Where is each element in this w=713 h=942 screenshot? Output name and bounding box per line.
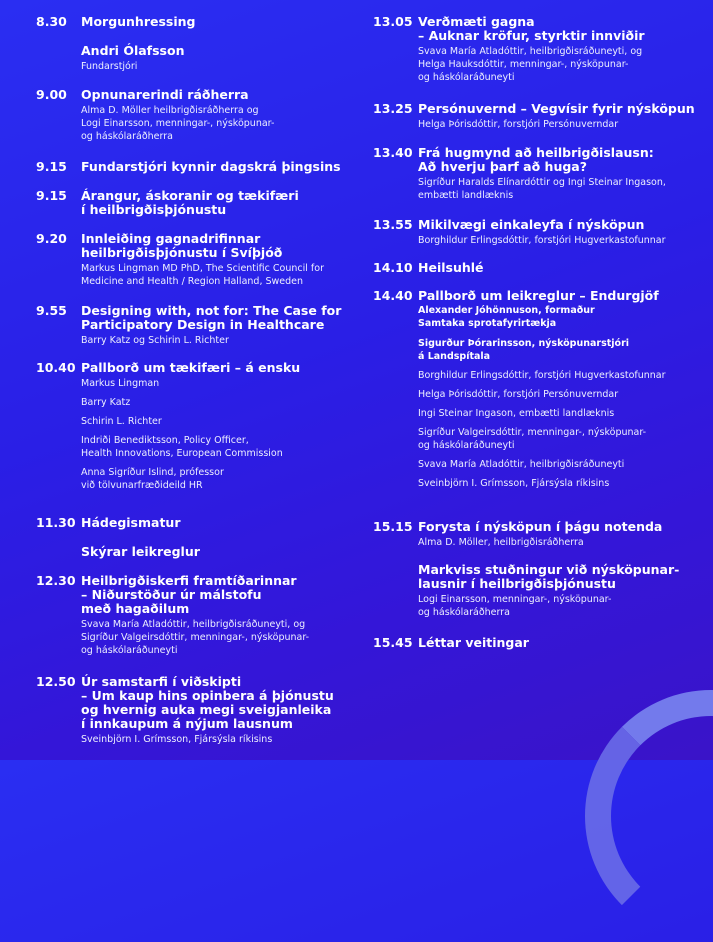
panelist-line: Anna Sigríður Islind, prófessor	[81, 467, 224, 478]
title-line: – Niðurstöður úr málstofu	[81, 587, 262, 602]
agenda-speaker: Helga Þórisdóttir, forstjóri Persónuverndar	[418, 119, 619, 130]
title-line: Innleiðing gagnadrifinnar	[81, 231, 261, 246]
speaker-line: og háskólaráðuneyti	[418, 72, 515, 83]
agenda-time: 15.45	[373, 635, 413, 650]
agenda-title	[81, 232, 356, 260]
agenda-speaker	[81, 618, 356, 657]
title-line: Designing with, not for: The Case for	[81, 303, 342, 318]
agenda-title: Persónuvernd – Vegvísir fyrir nýsköpun	[418, 101, 695, 116]
agenda-time: 9.20	[36, 231, 67, 246]
title-line: – Auknar kröfur, styrktir innviðir	[418, 28, 645, 43]
agenda-time: 9.00	[36, 87, 67, 102]
title-line: og hvernig auka megi sveigjanleika	[81, 702, 332, 717]
agenda-title: Pallborð um tækifæri – á ensku	[81, 360, 301, 375]
speaker-line: embætti landlæknis	[418, 190, 514, 201]
agenda-title	[418, 146, 713, 174]
agenda-time: 12.30	[36, 573, 76, 588]
speaker-line: Logi Einarsson, menningar-, nýsköpunar-	[81, 118, 275, 129]
speaker-line: Alma D. Möller heilbrigðisráðherra og	[81, 105, 259, 116]
agenda-title: Fundarstjóri kynnir dagskrá þingsins	[81, 159, 341, 174]
agenda-time: 15.15	[373, 519, 413, 534]
agenda-title: Mikilvægi einkaleyfa í nýsköpun	[418, 217, 645, 232]
panelist	[418, 426, 713, 452]
agenda-time: 13.25	[373, 101, 413, 116]
agenda-speaker	[81, 262, 356, 288]
title-line: Markviss stuðningur við nýsköpunar-	[418, 562, 680, 577]
panelist: Sveinbjörn I. Grímsson, Fjársýsla ríkisins	[418, 478, 610, 489]
panelist: Borghildur Erlingsdóttir, forstjóri Hugverkastofunnar	[418, 370, 666, 381]
speaker-line: Sigríður Haralds Elínardóttir og Ingi Steinar Ingason,	[418, 177, 666, 188]
speaker-line: og háskólaráðherra	[81, 131, 173, 142]
panelist-line: og háskólaráðuneyti	[418, 440, 515, 451]
agenda-time: 12.50	[36, 674, 76, 689]
agenda-time: 14.40	[373, 288, 413, 303]
title-line: í innkaupum á nýjum lausnum	[81, 716, 293, 731]
agenda-time: 11.30	[36, 515, 76, 530]
agenda-speaker: Borghildur Erlingsdóttir, forstjóri Hugverkastofunnar	[418, 235, 666, 246]
speaker-line: og háskólaráðherra	[418, 607, 510, 618]
agenda-title: Heilsuhlé	[418, 260, 484, 275]
title-line: í heilbrigðisþjónustu	[81, 202, 227, 217]
agenda-time: 13.40	[373, 145, 413, 160]
agenda-speaker	[418, 593, 713, 619]
agenda-speaker	[418, 45, 713, 84]
title-line: heilbrigðisþjónustu í Svíþjóð	[81, 245, 283, 260]
agenda-title	[418, 15, 713, 43]
speaker-line: Svava María Atladóttir, heilbrigðisráðuneyti, og	[418, 46, 643, 57]
section-title: Skýrar leikreglur	[81, 544, 200, 559]
panelist: Ingi Steinar Ingason, embætti landlæknis	[418, 408, 615, 419]
speaker-line: Sigríður Valgeirsdóttir, menningar-, nýsköpunar-	[81, 632, 310, 643]
agenda-speaker	[418, 176, 713, 202]
speaker-line: Markus Lingman MD PhD, The Scientific Council for	[81, 263, 324, 274]
agenda-title: Léttar veitingar	[418, 635, 529, 650]
speaker-line: Helga Hauksdóttir, menningar-, nýsköpunar-	[418, 59, 629, 70]
title-line: með hagaðilum	[81, 601, 190, 616]
agenda-title	[81, 574, 356, 616]
panelist	[81, 434, 356, 460]
agenda-speaker: Sveinbjörn I. Grímsson, Fjársýsla ríkisins	[81, 734, 273, 745]
speaker-line: og háskólaráðuneyti	[81, 645, 178, 656]
panelist	[81, 466, 356, 492]
agenda-title	[81, 675, 356, 731]
agenda-title	[81, 304, 356, 332]
agenda-title: Opnunarerindi ráðherra	[81, 87, 249, 102]
agenda-time: 8.30	[36, 14, 67, 29]
title-line: – Um kaup hins opinbera á þjónustu	[81, 688, 334, 703]
title-line: Verðmæti gagna	[418, 14, 535, 29]
agenda-speaker: Fundarstjóri	[81, 61, 138, 72]
panelist: Schirin L. Richter	[81, 416, 162, 427]
agenda-title: Morgunhressing	[81, 14, 196, 29]
panelist-line: Alexander Jóhönnuson, formaður	[418, 305, 595, 316]
agenda-speaker: Barry Katz og Schirin L. Richter	[81, 335, 229, 346]
agenda-time: 14.10	[373, 260, 413, 275]
title-line: Úr samstarfi í viðskipti	[81, 674, 242, 689]
agenda-title	[81, 189, 356, 217]
agenda-title: Hádegismatur	[81, 515, 181, 530]
agenda-time: 10.40	[36, 360, 76, 375]
agenda-speaker	[81, 104, 356, 143]
panelist-line: Health Innovations, European Commission	[81, 448, 283, 459]
panelist-line: Samtaka sprotafyrirtækja	[418, 317, 557, 329]
decorative-ring	[585, 690, 713, 942]
title-line: Frá hugmynd að heilbrigðislausn:	[418, 145, 654, 160]
speaker-line: Svava María Atladóttir, heilbrigðisráðuneyti, og	[81, 619, 306, 630]
panelist-line: á Landspítala	[418, 350, 491, 362]
title-line: Heilbrigðiskerfi framtíðarinnar	[81, 573, 297, 588]
agenda-speaker: Alma D. Möller, heilbrigðisráðherra	[418, 537, 584, 548]
panelist-line: við tölvunarfræðideild HR	[81, 480, 203, 491]
panelist-line: Indriði Benediktsson, Policy Officer,	[81, 435, 249, 446]
title-line: Árangur, áskoranir og tækifæri	[81, 188, 299, 203]
panelist: Helga Þórisdóttir, forstjóri Persónuverndar	[418, 389, 619, 400]
agenda-title: Pallborð um leikreglur – Endurgjöf	[418, 288, 659, 303]
agenda-title	[418, 563, 713, 591]
speaker-line: Medicine and Health / Region Halland, Sweden	[81, 276, 304, 287]
agenda-time: 9.55	[36, 303, 67, 318]
title-line: Participatory Design in Healthcare	[81, 317, 325, 332]
panelist: Barry Katz	[81, 397, 131, 408]
panelist: Markus Lingman	[81, 378, 160, 389]
panelist-highlight	[418, 338, 713, 363]
agenda-title: Andri Ólafsson	[81, 43, 185, 58]
speaker-line: Logi Einarsson, menningar-, nýsköpunar-	[418, 594, 612, 605]
agenda-time: 9.15	[36, 159, 67, 174]
panelist-line: Sigríður Valgeirsdóttir, menningar-, nýsköpunar-	[418, 427, 647, 438]
agenda-time: 13.05	[373, 14, 413, 29]
agenda-time: 13.55	[373, 217, 413, 232]
title-line: Að hverju þarf að huga?	[418, 159, 587, 174]
agenda-title: Forysta í nýsköpun í þágu notenda	[418, 519, 663, 534]
title-line: lausnir í heilbrigðisþjónustu	[418, 576, 616, 591]
panelist: Svava María Atladóttir, heilbrigðisráðuneyti	[418, 459, 625, 470]
panelist-line: Sigurður Þórarinsson, nýsköpunarstjóri	[418, 338, 630, 349]
agenda-time: 9.15	[36, 188, 67, 203]
panelist-highlight	[418, 305, 713, 330]
